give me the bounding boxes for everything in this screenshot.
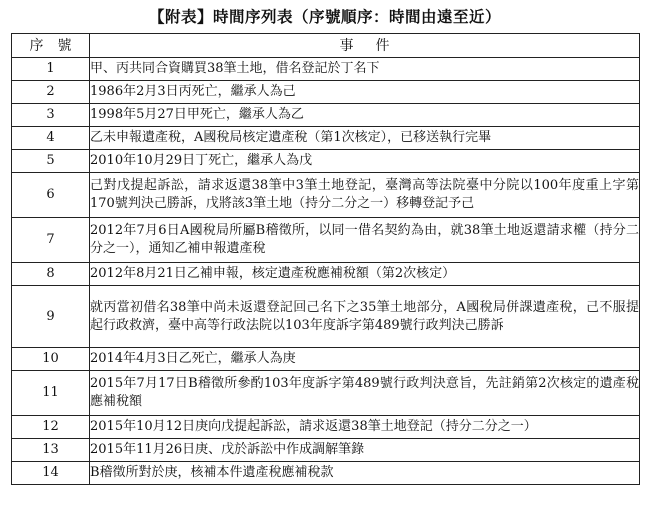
table-row xyxy=(12,416,640,439)
table-row xyxy=(12,58,640,81)
row-event: 2012年7月6日A國稅局所屬B稽徵所，以同一借名契約為由，就38筆土地返還請求權（持分二分之一），通知乙補申報遺產稅 xyxy=(90,218,640,263)
table-row xyxy=(12,81,640,104)
row-seq: 2 xyxy=(12,81,90,104)
table-row xyxy=(12,173,640,218)
table-row xyxy=(12,218,640,263)
row-event: 2015年10月12日庚向戊提起訴訟，請求返還38筆土地登記（持分二分之一） xyxy=(90,416,640,439)
table-row xyxy=(12,104,640,127)
row-event: 2015年7月17日B稽徵所參酌103年度訴字第489號行政判決意旨，先註銷第2次核定的遺產稅應補稅額 xyxy=(90,371,640,416)
table-row xyxy=(12,150,640,173)
row-seq: 12 xyxy=(12,416,90,439)
row-seq: 8 xyxy=(12,263,90,286)
row-event: 2010年10月29日丁死亡，繼承人為戊 xyxy=(90,150,640,173)
row-event: B稽徵所對於庚，核補本件遺產稅應補稅款 xyxy=(90,462,640,485)
row-event: 1998年5月27日甲死亡，繼承人為乙 xyxy=(90,104,640,127)
row-seq: 7 xyxy=(12,218,90,263)
table-header-row xyxy=(12,34,640,58)
row-seq: 14 xyxy=(12,462,90,485)
row-event: 2012年8月21日乙補申報，核定遺產稅應補稅額（第2次核定） xyxy=(90,263,640,286)
table-row xyxy=(12,127,640,150)
row-seq: 1 xyxy=(12,58,90,81)
row-seq: 3 xyxy=(12,104,90,127)
row-event: 2014年4月3日乙死亡，繼承人為庚 xyxy=(90,348,640,371)
row-event: 乙未申報遺產稅，A國稅局核定遺產稅（第1次核定），已移送執行完畢 xyxy=(90,127,640,150)
timeline-table xyxy=(11,33,640,485)
row-event: 甲、丙共同合資購買38筆土地，借名登記於丁名下 xyxy=(90,58,640,81)
row-event: 2015年11月26日庚、戊於訴訟中作成調解筆錄 xyxy=(90,439,640,462)
row-seq: 10 xyxy=(12,348,90,371)
row-seq: 9 xyxy=(12,286,90,348)
row-seq: 13 xyxy=(12,439,90,462)
table-row xyxy=(12,263,640,286)
table-row xyxy=(12,462,640,485)
table-row xyxy=(12,439,640,462)
table-row xyxy=(12,286,640,348)
row-seq: 4 xyxy=(12,127,90,150)
row-event: 己對戊提起訴訟，請求返還38筆中3筆土地登記，臺灣高等法院臺中分院以100年度重上字第170號判決己勝訴，戊將該3筆土地（持分二分之一）移轉登記予己 xyxy=(90,173,640,218)
header-seq: 序號 xyxy=(12,34,90,58)
header-event: 事件 xyxy=(90,34,640,58)
table-row xyxy=(12,371,640,416)
table-row xyxy=(12,348,640,371)
row-event: 就丙當初借名38筆中尚未返還登記回己名下之35筆土地部分，A國稅局併課遺產稅，己不服提起行政救濟，臺中高等行政法院以103年度訴字第489號行政判決己勝訴 xyxy=(90,286,640,348)
row-seq: 5 xyxy=(12,150,90,173)
row-event: 1986年2月3日丙死亡，繼承人為己 xyxy=(90,81,640,104)
row-seq: 6 xyxy=(12,173,90,218)
table-title: 【附表】時間序列表（序號順序：時間由遠至近） xyxy=(148,7,501,26)
row-seq: 11 xyxy=(12,371,90,416)
